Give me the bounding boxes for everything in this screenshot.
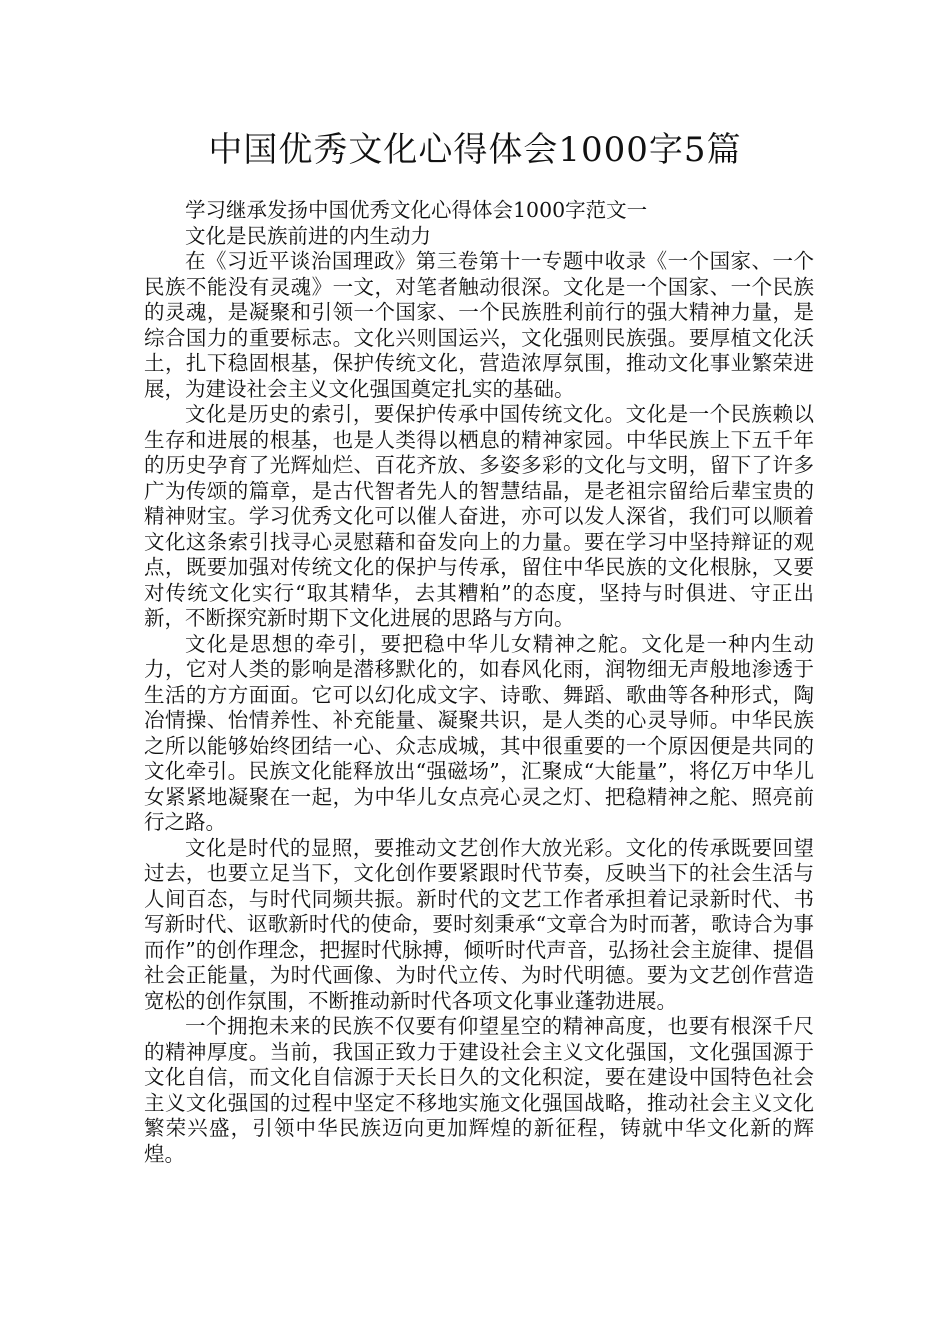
article-subtitle: 学习继承发扬中国优秀文化心得体会1000字范文一 xyxy=(185,198,648,222)
document-body xyxy=(144,198,814,1167)
paragraph: 文化是思想的牵引，要把稳中华儿女精神之舵。文化是一种内生动力，它对人类的影响是潜移默化的，如春风化雨，润物细无声般地渗透于生活的方方面面。它可以幻化成文字、诗歌、舞蹈、歌曲等各种形式，陶冶情操、怡情养性、补充能量、凝聚共识，是人类的心灵导师。中华民族之所以能够始终团结一心、众志成城，其中很重要的一个原因便是共同的文化牵引。民族文化能释放出“强磁场”，汇聚成“大能量”，将亿万中华儿女紧紧地凝聚在一起，为中华儿女点亮心灵之灯、把稳精神之舵、照亮前行之路。 xyxy=(144,631,814,834)
section-heading: 文化是民族前进的内生动力 xyxy=(185,223,431,248)
paragraph: 一个拥抱未来的民族不仅要有仰望星空的精神高度，也要有根深千尺的精神厚度。当前，我国正致力于建设社会主义文化强国，文化强国源于文化自信，而文化自信源于天长日久的文化积淀，要在建设中国特色社会主义文化强国的过程中坚定不移地实施文化强国战略，推动社会主义文化繁荣兴盛，引领中华民族迈向更加辉煌的新征程，铸就中华文化新的辉煌。 xyxy=(144,1014,814,1166)
paragraph: 在《习近平谈治国理政》第三卷第十一专题中收录《一个国家、一个民族不能没有灵魂》一文，对笔者触动很深。文化是一个国家、一个民族的灵魂，是凝聚和引领一个国家、一个民族胜利前行的强大精神力量，是综合国力的重要标志。文化兴则国运兴，文化强则民族强。要厚植文化沃土，扎下稳固根基，保护传统文化，营造浓厚氛围，推动文化事业繁荣进展，为建设社会主义文化强国奠定扎实的基础。 xyxy=(144,249,814,401)
page-title: 中国优秀文化心得体会1000字5篇 xyxy=(208,130,742,170)
paragraph: 文化是历史的索引，要保护传承中国传统文化。文化是一个民族赖以生存和进展的根基，也是人类得以栖息的精神家园。中华民族上下五千年的历史孕育了光辉灿烂、百花齐放、多姿多彩的文化与文明，留下了许多广为传颂的篇章，是古代智者先人的智慧结晶，是老祖宗留给后辈宝贵的精神财宝。学习优秀文化可以催人奋进，亦可以发人深省，我们可以顺着文化这条索引找寻心灵慰藉和奋发向上的力量。要在学习中坚持辩证的观点，既要加强对传统文化的保护与传承，留住中华民族的文化根脉，又要对传统文化实行“取其精华，去其糟粕”的态度，坚持与时俱进、守正出新，不断探究新时期下文化进展的思路与方向。 xyxy=(144,402,814,630)
paragraph: 文化是时代的显照，要推动文艺创作大放光彩。文化的传承既要回望过去，也要立足当下，文化创作要紧跟时代节奏，反映当下的社会生活与人间百态，与时代同频共振。新时代的文艺工作者承担着记录新时代、书写新时代、讴歌新时代的使命，要时刻秉承“文章合为时而著，歌诗合为事而作”的创作理念，把握时代脉搏，倾听时代声音，弘扬社会主旋律、提倡社会正能量，为时代画像、为时代立传、为时代明德。要为文艺创作营造宽松的创作氛围，不断推动新时代各项文化事业蓬勃进展。 xyxy=(144,835,814,1013)
